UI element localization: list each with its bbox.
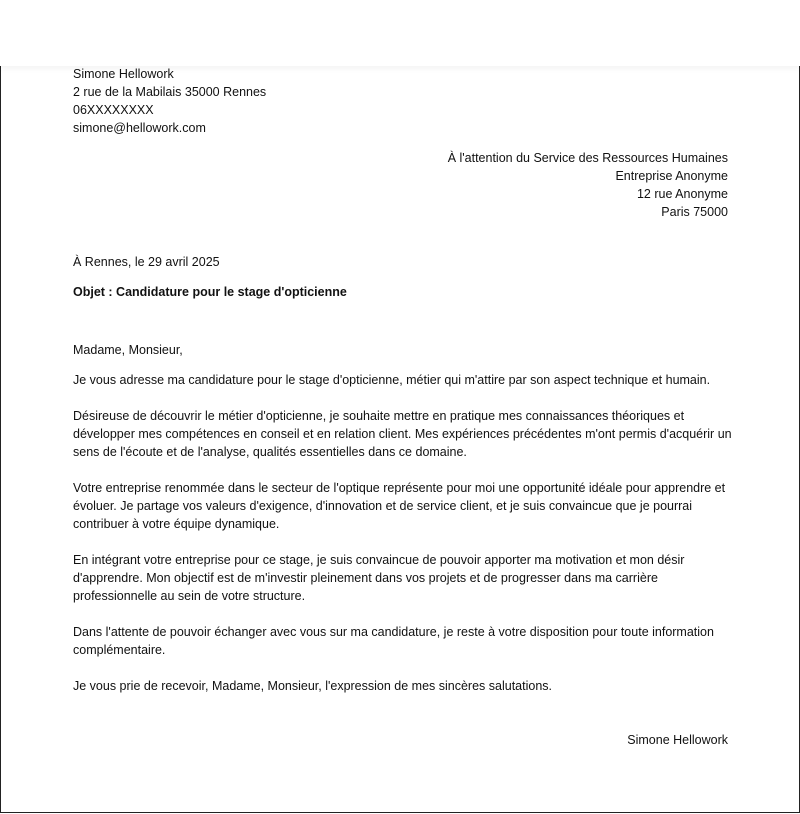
paragraph-closing: Dans l'attente de pouvoir échanger avec vous sur ma candidature, je reste à votre disposition pour toute information complémentaire.: [73, 625, 714, 657]
paragraph-introduction: Je vous adresse ma candidature pour le stage d'opticienne, métier qui m'attire par son aspect technique et humain.: [73, 373, 711, 387]
salutation: Madame, Monsieur,: [73, 343, 183, 357]
paragraph-regards: Je vous prie de recevoir, Madame, Monsieur, l'expression de mes sincères salutations.: [73, 679, 553, 693]
recipient-city: Paris 75000: [661, 205, 728, 219]
recipient-block: [448, 149, 728, 221]
sender-phone: 06XXXXXXXX: [73, 103, 154, 117]
letter-subject: Objet : Candidature pour le stage d'opticienne: [73, 285, 347, 299]
paragraph-company: Votre entreprise renommée dans le secteur de l'optique représente pour moi une opportunité idéale pour apprendre et évoluer. Je partage vos valeurs d'exigence, d'innovation et de service client, et je suis convaincue que je pourrai contribuer à votre équipe dynamique.: [73, 481, 726, 531]
paragraph-contribution: En intégrant votre entreprise pour ce stage, je suis convaincue de pouvoir apporter ma motivation et mon désir d'apprendre. Mon objectif est de m'investir pleinement dans vos projets et de progresser dans ma carrière professionnelle au sein de votre structure.: [73, 553, 685, 603]
recipient-company: Entreprise Anonyme: [615, 169, 728, 183]
sender-name: Simone Hellowork: [73, 67, 174, 81]
letter-page: [0, 66, 800, 813]
top-bar: [0, 0, 800, 66]
sender-block: [73, 65, 266, 137]
paragraph-motivation: Désireuse de découvrir le métier d'opticienne, je souhaite mettre en pratique mes connaissances théoriques et développer mes compétences en conseil et en relation client. Mes expériences précédentes m'ont permis d'acquérir un sens de l'écoute et de l'analyse, qualités essentielles dans ce domaine.: [73, 409, 732, 459]
recipient-street: 12 rue Anonyme: [636, 187, 728, 201]
date-line: À Rennes, le 29 avril 2025: [73, 255, 220, 269]
sender-email: simone@hellowork.com: [73, 121, 206, 135]
recipient-attention: À l'attention du Service des Ressources Humaines: [447, 151, 728, 165]
signature: Simone Hellowork: [627, 733, 728, 747]
sender-address: 2 rue de la Mabilais 35000 Rennes: [73, 85, 267, 99]
